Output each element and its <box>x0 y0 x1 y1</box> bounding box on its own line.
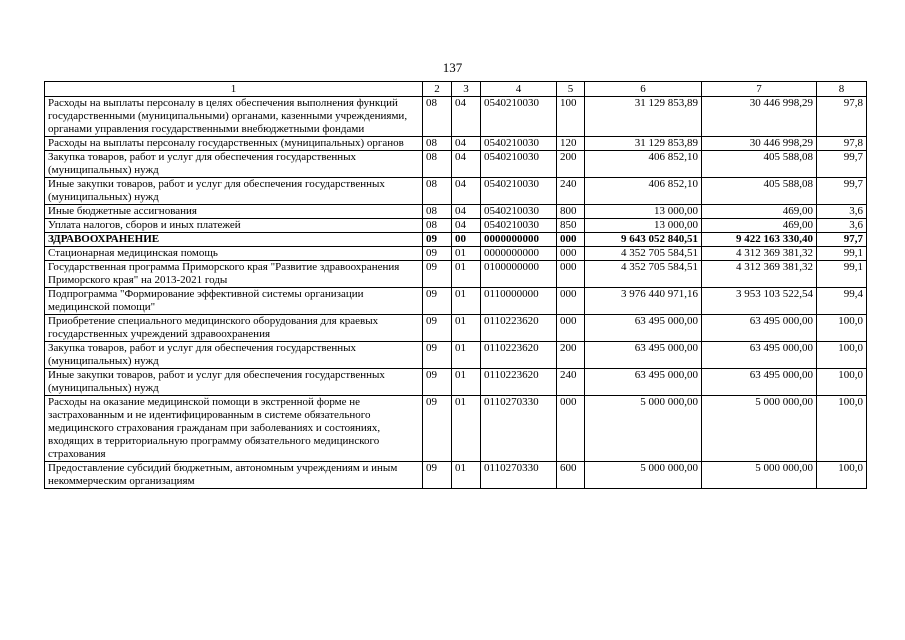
row-section-cell: 08 <box>423 137 452 151</box>
row-name-cell: Иные бюджетные ассигнования <box>45 205 423 219</box>
row-actual-cell: 5 000 000,00 <box>702 396 817 462</box>
row-expense-type-cell: 000 <box>557 247 585 261</box>
row-subsection-cell: 01 <box>452 288 481 315</box>
row-expense-type-cell: 600 <box>557 462 585 489</box>
table-row <box>45 247 867 261</box>
table-row <box>45 205 867 219</box>
row-expense-type-cell: 000 <box>557 288 585 315</box>
table-row <box>45 151 867 178</box>
row-actual-cell: 63 495 000,00 <box>702 369 817 396</box>
row-expense-type-cell: 000 <box>557 261 585 288</box>
row-target-article-cell: 0540210030 <box>481 97 557 137</box>
row-expense-type-cell: 000 <box>557 233 585 247</box>
row-name-cell: ЗДРАВООХРАНЕНИЕ <box>45 233 423 247</box>
row-plan-cell: 406 852,10 <box>585 178 702 205</box>
row-section-cell: 08 <box>423 151 452 178</box>
table-row <box>45 315 867 342</box>
row-plan-cell: 3 976 440 971,16 <box>585 288 702 315</box>
header-row <box>45 82 867 97</box>
row-percent-cell: 100,0 <box>817 396 867 462</box>
table-body <box>45 97 867 489</box>
page-number: 137 <box>442 60 463 75</box>
row-plan-cell: 13 000,00 <box>585 219 702 233</box>
row-target-article-cell: 0110223620 <box>481 315 557 342</box>
table-row <box>45 178 867 205</box>
row-target-article-cell: 0110000000 <box>481 288 557 315</box>
row-target-article-cell: 0100000000 <box>481 261 557 288</box>
row-subsection-cell: 04 <box>452 219 481 233</box>
row-section-cell: 09 <box>423 247 452 261</box>
row-subsection-cell: 01 <box>452 369 481 396</box>
row-actual-cell: 5 000 000,00 <box>702 462 817 489</box>
row-subsection-cell: 04 <box>452 97 481 137</box>
row-target-article-cell: 0540210030 <box>481 137 557 151</box>
row-target-article-cell: 0110270330 <box>481 396 557 462</box>
row-name-cell: Закупка товаров, работ и услуг для обеспечения государственных (муниципальных) нужд <box>45 151 423 178</box>
row-actual-cell: 30 446 998,29 <box>702 137 817 151</box>
row-section-cell: 09 <box>423 261 452 288</box>
row-actual-cell: 469,00 <box>702 205 817 219</box>
row-percent-cell: 3,6 <box>817 205 867 219</box>
row-subsection-cell: 01 <box>452 247 481 261</box>
header-cell: 8 <box>817 82 867 97</box>
table-row <box>45 137 867 151</box>
row-subsection-cell: 01 <box>452 462 481 489</box>
row-percent-cell: 99,4 <box>817 288 867 315</box>
table-row <box>45 342 867 369</box>
row-actual-cell: 3 953 103 522,54 <box>702 288 817 315</box>
row-target-article-cell: 0540210030 <box>481 151 557 178</box>
row-percent-cell: 99,7 <box>817 151 867 178</box>
row-actual-cell: 405 588,08 <box>702 151 817 178</box>
row-name-cell: Приобретение специального медицинского оборудования для краевых государственных учреждений здравоохранения <box>45 315 423 342</box>
row-percent-cell: 100,0 <box>817 462 867 489</box>
row-name-cell: Подпрограмма "Формирование эффективной системы организации медицинской помощи" <box>45 288 423 315</box>
header-cell: 7 <box>702 82 817 97</box>
row-subsection-cell: 01 <box>452 342 481 369</box>
row-percent-cell: 100,0 <box>817 315 867 342</box>
row-percent-cell: 100,0 <box>817 342 867 369</box>
row-expense-type-cell: 000 <box>557 396 585 462</box>
row-expense-type-cell: 200 <box>557 151 585 178</box>
row-percent-cell: 99,1 <box>817 261 867 288</box>
row-section-cell: 08 <box>423 97 452 137</box>
row-actual-cell: 469,00 <box>702 219 817 233</box>
row-expense-type-cell: 800 <box>557 205 585 219</box>
row-section-cell: 09 <box>423 396 452 462</box>
row-actual-cell: 4 312 369 381,32 <box>702 261 817 288</box>
row-plan-cell: 406 852,10 <box>585 151 702 178</box>
row-actual-cell: 9 422 163 330,40 <box>702 233 817 247</box>
header-cell: 4 <box>481 82 557 97</box>
row-percent-cell: 99,7 <box>817 178 867 205</box>
row-subsection-cell: 01 <box>452 396 481 462</box>
row-section-cell: 09 <box>423 315 452 342</box>
row-target-article-cell: 0000000000 <box>481 233 557 247</box>
row-section-cell: 08 <box>423 178 452 205</box>
row-target-article-cell: 0540210030 <box>481 178 557 205</box>
row-plan-cell: 5 000 000,00 <box>585 462 702 489</box>
table-row <box>45 396 867 462</box>
row-percent-cell: 100,0 <box>817 369 867 396</box>
row-subsection-cell: 01 <box>452 315 481 342</box>
row-subsection-cell: 04 <box>452 205 481 219</box>
row-actual-cell: 63 495 000,00 <box>702 315 817 342</box>
row-expense-type-cell: 240 <box>557 178 585 205</box>
table-row <box>45 97 867 137</box>
row-plan-cell: 31 129 853,89 <box>585 97 702 137</box>
row-percent-cell: 97,8 <box>817 97 867 137</box>
row-plan-cell: 9 643 052 840,51 <box>585 233 702 247</box>
row-subsection-cell: 00 <box>452 233 481 247</box>
row-section-cell: 09 <box>423 369 452 396</box>
row-target-article-cell: 0110270330 <box>481 462 557 489</box>
table-row <box>45 233 867 247</box>
row-actual-cell: 4 312 369 381,32 <box>702 247 817 261</box>
row-plan-cell: 63 495 000,00 <box>585 315 702 342</box>
row-expense-type-cell: 850 <box>557 219 585 233</box>
row-expense-type-cell: 120 <box>557 137 585 151</box>
table-row <box>45 369 867 396</box>
row-name-cell: Предоставление субсидий бюджетным, автономным учреждениям и иным некоммерческим организациям <box>45 462 423 489</box>
row-actual-cell: 405 588,08 <box>702 178 817 205</box>
row-name-cell: Государственная программа Приморского края "Развитие здравоохранения Приморского края" на 2013-2021 годы <box>45 261 423 288</box>
row-percent-cell: 99,1 <box>817 247 867 261</box>
row-actual-cell: 30 446 998,29 <box>702 97 817 137</box>
budget-table <box>44 81 867 489</box>
row-expense-type-cell: 240 <box>557 369 585 396</box>
row-name-cell: Закупка товаров, работ и услуг для обеспечения государственных (муниципальных) нужд <box>45 342 423 369</box>
row-plan-cell: 4 352 705 584,51 <box>585 247 702 261</box>
row-subsection-cell: 04 <box>452 178 481 205</box>
row-expense-type-cell: 100 <box>557 97 585 137</box>
row-plan-cell: 4 352 705 584,51 <box>585 261 702 288</box>
row-plan-cell: 63 495 000,00 <box>585 369 702 396</box>
row-plan-cell: 63 495 000,00 <box>585 342 702 369</box>
row-name-cell: Расходы на оказание медицинской помощи в экстренной форме не застрахованным и не идентифицированным в системе обязательного медицинского страхования гражданам при заболеваниях и состояниях, входящих в территориальную программу обязательного медицинского страхования <box>45 396 423 462</box>
row-subsection-cell: 04 <box>452 137 481 151</box>
row-expense-type-cell: 200 <box>557 342 585 369</box>
row-expense-type-cell: 000 <box>557 315 585 342</box>
row-target-article-cell: 0110223620 <box>481 369 557 396</box>
row-plan-cell: 31 129 853,89 <box>585 137 702 151</box>
row-subsection-cell: 04 <box>452 151 481 178</box>
row-target-article-cell: 0110223620 <box>481 342 557 369</box>
row-subsection-cell: 01 <box>452 261 481 288</box>
row-percent-cell: 97,7 <box>817 233 867 247</box>
row-section-cell: 09 <box>423 342 452 369</box>
table-row <box>45 462 867 489</box>
row-name-cell: Иные закупки товаров, работ и услуг для обеспечения государственных (муниципальных) нужд <box>45 369 423 396</box>
row-name-cell: Расходы на выплаты персоналу в целях обеспечения выполнения функций государственными (муниципальными) органами, казенными учреждениями, органами управления государственными внебюджетными фондами <box>45 97 423 137</box>
row-name-cell: Расходы на выплаты персоналу государственных (муниципальных) органов <box>45 137 423 151</box>
row-name-cell: Иные закупки товаров, работ и услуг для обеспечения государственных (муниципальных) нужд <box>45 178 423 205</box>
row-plan-cell: 13 000,00 <box>585 205 702 219</box>
row-plan-cell: 5 000 000,00 <box>585 396 702 462</box>
row-section-cell: 08 <box>423 205 452 219</box>
row-section-cell: 08 <box>423 219 452 233</box>
header-cell: 2 <box>423 82 452 97</box>
row-section-cell: 09 <box>423 288 452 315</box>
row-target-article-cell: 0000000000 <box>481 247 557 261</box>
row-name-cell: Стационарная медицинская помощь <box>45 247 423 261</box>
header-cell: 5 <box>557 82 585 97</box>
row-name-cell: Уплата налогов, сборов и иных платежей <box>45 219 423 233</box>
table-row <box>45 261 867 288</box>
row-percent-cell: 3,6 <box>817 219 867 233</box>
table-row <box>45 288 867 315</box>
header-cell: 6 <box>585 82 702 97</box>
row-target-article-cell: 0540210030 <box>481 219 557 233</box>
header-cell: 1 <box>45 82 423 97</box>
table-row <box>45 219 867 233</box>
row-target-article-cell: 0540210030 <box>481 205 557 219</box>
row-section-cell: 09 <box>423 233 452 247</box>
header-cell: 3 <box>452 82 481 97</box>
row-percent-cell: 97,8 <box>817 137 867 151</box>
row-actual-cell: 63 495 000,00 <box>702 342 817 369</box>
row-section-cell: 09 <box>423 462 452 489</box>
